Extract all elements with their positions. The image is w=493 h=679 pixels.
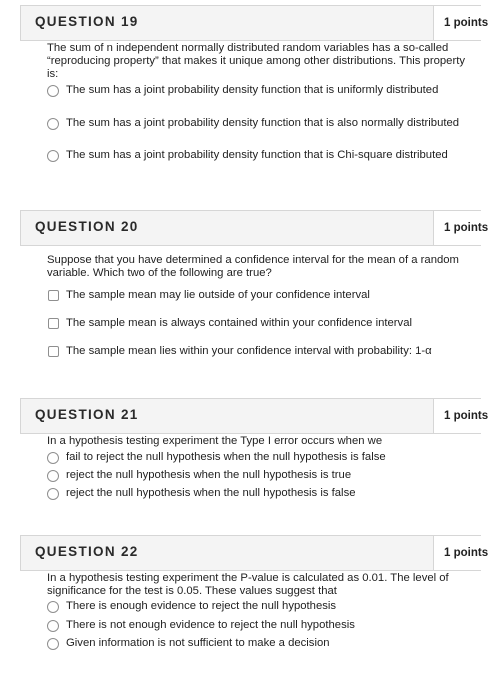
question-points: 1 points	[433, 211, 493, 245]
question-points: 1 points	[433, 399, 493, 433]
radio-button[interactable]	[47, 638, 59, 650]
question-title: QUESTION 22	[35, 544, 139, 559]
radio-button[interactable]	[47, 85, 59, 97]
question-title: QUESTION 19	[35, 14, 139, 29]
question-prompt: In a hypothesis testing experiment the Type I error occurs when we	[47, 435, 383, 447]
question-points: 1 points	[433, 536, 493, 570]
question-points: 1 points	[433, 6, 493, 40]
radio-button[interactable]	[47, 488, 59, 500]
answer-option-label[interactable]: The sum has a joint probability density function that is also normally distributed	[66, 117, 460, 129]
answer-option-label[interactable]: fail to reject the null hypothesis when the null hypothesis is false	[66, 451, 386, 463]
answer-option-label[interactable]: The sum has a joint probability density function that is Chi-square distributed	[66, 149, 448, 161]
question-header	[20, 5, 489, 41]
checkbox[interactable]	[48, 290, 59, 301]
radio-button[interactable]	[47, 118, 59, 130]
radio-button[interactable]	[47, 452, 59, 464]
answer-option-label[interactable]: reject the null hypothesis when the null hypothesis is true	[66, 469, 352, 481]
question-title: QUESTION 20	[35, 219, 139, 234]
question-title: QUESTION 21	[35, 407, 139, 422]
question-header	[20, 535, 489, 571]
radio-button[interactable]	[47, 601, 59, 613]
answer-option-label[interactable]: reject the null hypothesis when the null hypothesis is false	[66, 487, 356, 499]
checkbox[interactable]	[48, 318, 59, 329]
answer-option-label[interactable]: There is enough evidence to reject the null hypothesis	[66, 600, 337, 612]
answer-option-label[interactable]: The sample mean is always contained within your confidence interval	[66, 317, 412, 329]
answer-option-label[interactable]: The sample mean lies within your confidence interval with probability: 1-α	[66, 345, 432, 357]
radio-button[interactable]	[47, 470, 59, 482]
answer-option-label[interactable]: There is not enough evidence to reject the null hypothesis	[66, 619, 355, 631]
question-header	[20, 398, 489, 434]
radio-button[interactable]	[47, 150, 59, 162]
radio-button[interactable]	[47, 620, 59, 632]
question-prompt: In a hypothesis testing experiment the P-value is calculated as 0.01. The level of significance for the test is 0.05. These values suggest that	[47, 572, 449, 597]
checkbox[interactable]	[48, 346, 59, 357]
question-prompt: The sum of n independent normally distributed random variables has a so-called “reproducing property” that makes it unique among other distributions. This property is:	[47, 42, 465, 80]
question-prompt: Suppose that you have determined a confidence interval for the mean of a random variable. Which two of the following are true?	[47, 254, 459, 279]
question-header	[20, 210, 489, 246]
answer-option-label[interactable]: The sample mean may lie outside of your confidence interval	[66, 289, 370, 301]
answer-option-label[interactable]: Given information is not sufficient to make a decision	[66, 637, 330, 649]
answer-option-label[interactable]: The sum has a joint probability density function that is uniformly distributed	[66, 84, 439, 96]
